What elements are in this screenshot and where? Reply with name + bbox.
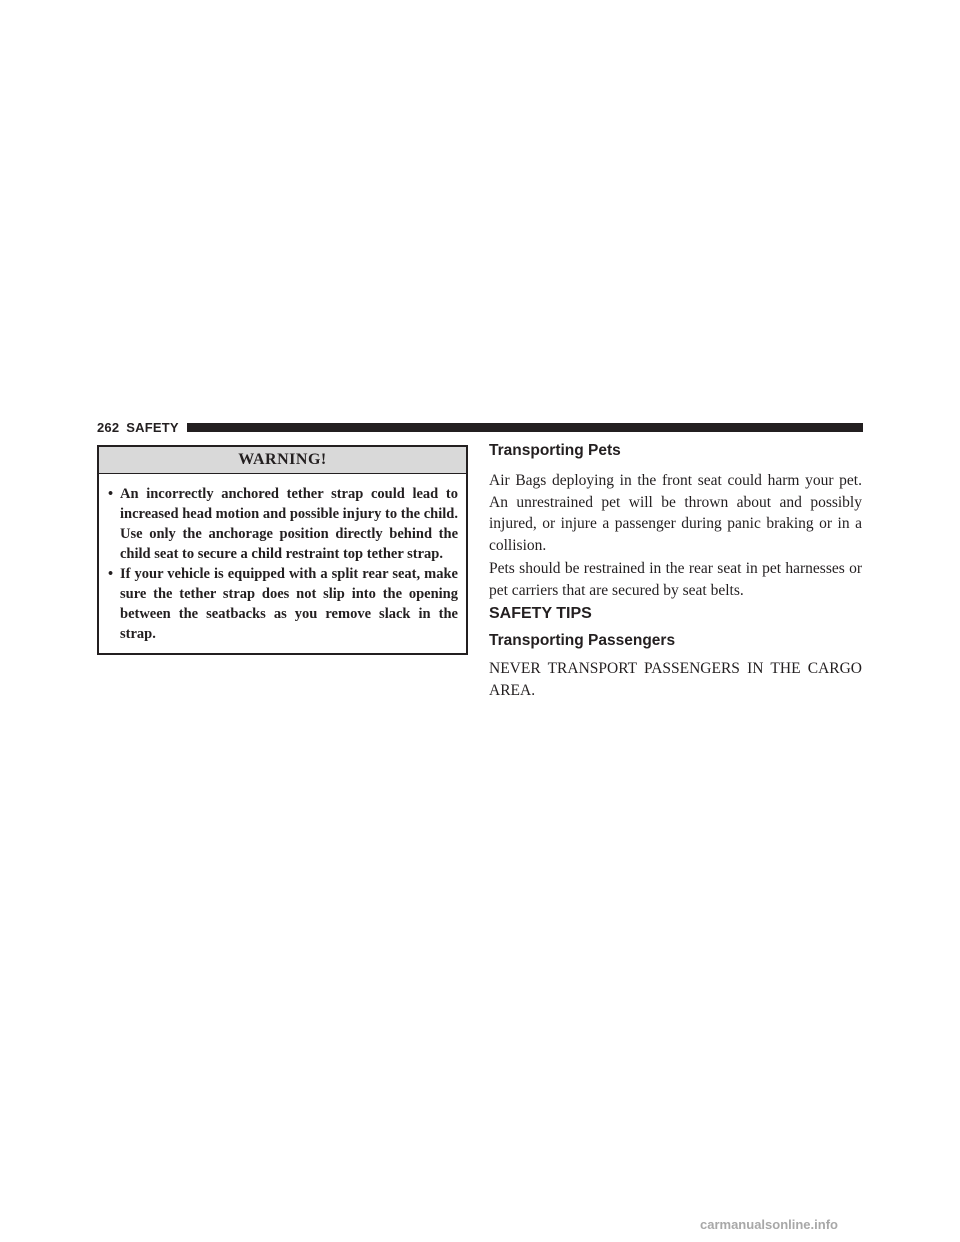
- warning-list: [99, 474, 466, 644]
- warning-title: WARNING!: [99, 447, 466, 474]
- header-rule: [187, 423, 863, 432]
- transporting-pets-heading: Transporting Pets: [489, 442, 621, 459]
- warning-item-text: If your vehicle is equipped with a split rear seat, make sure the tether strap does not slip into the opening between the seatbacks as you remove slack in the strap.: [120, 566, 458, 642]
- warning-item: [107, 484, 458, 564]
- watermark: carmanualsonline.info: [700, 1217, 838, 1232]
- page-number: 262: [97, 419, 120, 435]
- section-title: SAFETY: [126, 419, 179, 435]
- warning-item-text: An incorrectly anchored tether strap could lead to increased head motion and possible injury to the child. Use only the anchorage position directly behind the child seat to secure a child restraint top tether strap.: [120, 486, 458, 562]
- transporting-pets-paragraph-2: Pets should be restrained in the rear seat in pet harnesses or pet carriers that are secured by seat belts.: [489, 560, 862, 599]
- warning-item: [107, 564, 458, 644]
- transporting-passengers-heading: Transporting Passengers: [489, 632, 676, 649]
- warning-box: [97, 445, 468, 655]
- bullet-icon: •: [108, 486, 114, 502]
- page-header: [97, 417, 863, 437]
- transporting-passengers-paragraph: NEVER TRANSPORT PASSENGERS IN THE CARGO AREA.: [489, 660, 862, 699]
- transporting-pets-paragraph-1: Air Bags deploying in the front seat could harm your pet. An unrestrained pet will be thrown about and possibly injured, or injure a passenger during panic braking or in a collision.: [489, 472, 862, 554]
- bullet-icon: •: [108, 566, 114, 582]
- safety-tips-heading: SAFETY TIPS: [489, 605, 592, 622]
